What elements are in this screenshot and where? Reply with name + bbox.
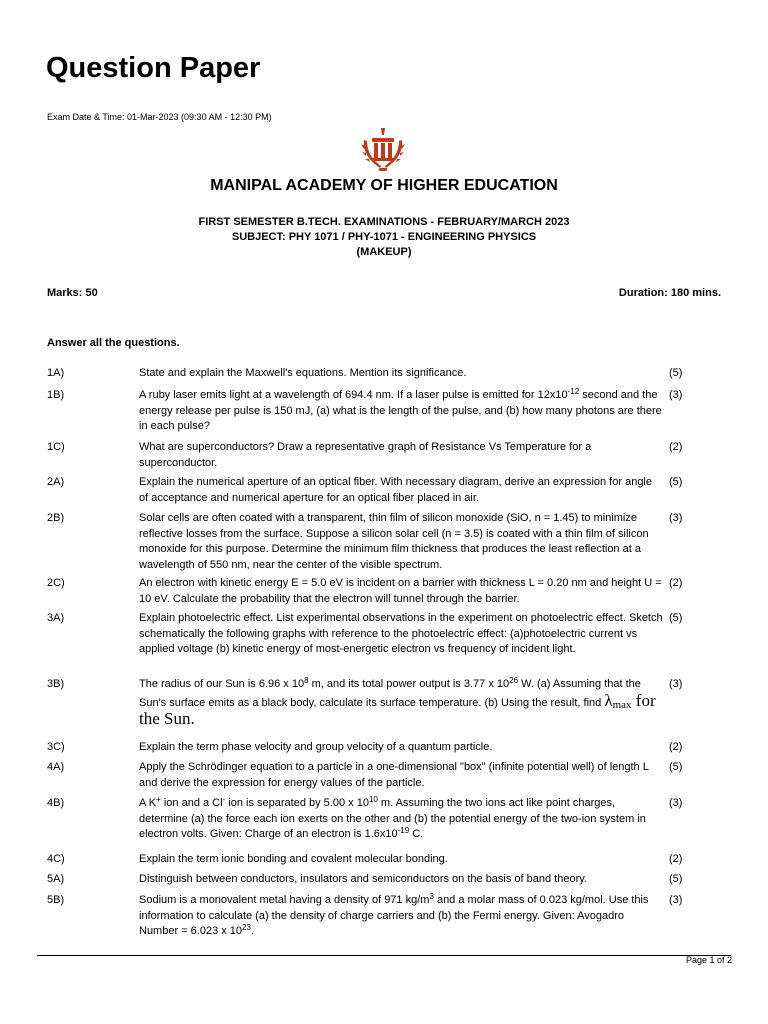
exam-type: (MAKEUP) <box>356 246 412 258</box>
lambda-max-symbol: $\lambda_{max}$ for the Sun. <box>139 690 656 728</box>
exam-title: FIRST SEMESTER B.TECH. EXAMINATIONS - FEBRUARY/MARCH 2023 <box>198 216 570 228</box>
question-marks: (2) <box>669 441 683 453</box>
footer-divider <box>37 955 731 956</box>
question-text: What are superconductors? Draw a representative graph of Resistance Vs Temperature for a superconductor. <box>139 441 592 469</box>
institution-name: MANIPAL ACADEMY OF HIGHER EDUCATION <box>210 177 558 194</box>
total-marks: Marks: 50 <box>47 287 98 299</box>
question-text: Explain photoelectric effect. List experimental observations in the experiment on photoelectric effect. Sketch schematically the following graphs with reference to the photoelectric effect: (a)photoelectric current vs applied voltage (b) kinetic energy of most-energetic electron vs frequency of incident light. <box>139 612 663 655</box>
question-number: 2C) <box>47 577 65 589</box>
question-number: 4B) <box>47 797 65 809</box>
university-crest-icon <box>360 126 406 174</box>
page-title: Question Paper <box>46 52 261 84</box>
question-number: 1B) <box>47 389 65 401</box>
exam-header <box>0 215 768 260</box>
question-number: 5A) <box>47 873 65 885</box>
question-marks: (5) <box>669 761 683 773</box>
question-number: 4A) <box>47 761 65 773</box>
question-number: 3B) <box>47 678 65 690</box>
question-marks: (3) <box>669 894 683 906</box>
question-number: 5B) <box>47 894 65 906</box>
question-text: A K+ ion and a Cl- ion is separated by 5.00 x $10^{10}$ m. Assuming the two ions act like point charges, determine (a) the force each ion exerts on the other and (b) the potential energy of the two-ion system in electron volts. Given: Charge of an electron is $1.6x10^{-19}$ C. <box>139 795 646 840</box>
question-marks: (5) <box>669 873 683 885</box>
question-number: 2A) <box>47 476 65 488</box>
question-text: Explain the term phase velocity and group velocity of a quantum particle. <box>139 741 493 753</box>
question-number: 1C) <box>47 441 65 453</box>
question-marks: (3) <box>669 389 683 401</box>
question-number: 2B) <box>47 512 65 524</box>
question-text: Apply the Schrödinger equation to a particle in a one-dimensional "box" (infinite potential well) of length L and derive the expression for energy values of the particle. <box>139 761 649 789</box>
question-number: 4C) <box>47 853 65 865</box>
question-number: 3A) <box>47 612 65 624</box>
question-text: Distinguish between conductors, insulators and semiconductors on the basis of band theory. <box>139 873 587 885</box>
question-marks: (2) <box>669 853 683 865</box>
question-marks: (2) <box>669 741 683 753</box>
question-text: Explain the term ionic bonding and covalent molecular bonding. <box>139 853 448 865</box>
question-marks: (2) <box>669 577 683 589</box>
question-text: Solar cells are often coated with a transparent, thin film of silicon monoxide (SiO, n = 1.45) to minimize reflective losses from the surface. Suppose a silicon solar cell (n = 3.5) is coated with a thin film of silicon monoxide for this purpose. Determine the minimum film thickness that produces the least reflection at a wavelength of 550 nm, near the center of the visible spectrum. <box>139 512 649 571</box>
subject-line: SUBJECT: PHY 1071 / PHY-1071 - ENGINEERING PHYSICS <box>231 231 537 243</box>
exam-date-time: Exam Date & Time: 01-Mar-2023 (09:30 AM - 12:30 PM) <box>47 112 272 122</box>
instructions: Answer all the questions. <box>47 337 180 349</box>
question-text: Explain the numerical aperture of an optical fiber. With necessary diagram, derive an expression for angle of acceptance and numerical aperture for an optical fiber placed in air. <box>139 476 652 504</box>
question-text: State and explain the Maxwell's equations. Mention its significance. <box>139 367 467 379</box>
question-marks: (3) <box>669 797 683 809</box>
question-text: An electron with kinetic energy E = 5.0 eV is incident on a barrier with thickness L = 0.20 nm and height U = 10 eV. Calculate the probability that the electron will tunnel through the barrier. <box>139 577 662 605</box>
question-text: A ruby laser emits light at a wavelength of 694.4 nm. If a laser pulse is emitted for $12x10^{-12}$ second and the energy release per pulse is 150 mJ, (a) what is the length of the pulse, and (b) how many photons are there in each pulse? <box>139 387 662 432</box>
page-number: Page 1 of 2 <box>685 955 732 965</box>
question-text: The radius of our Sun is 6.96 x $10^8$ m, and its total power output is 3.77 x $10^{26}$ W. (a) Assuming that the Sun's surface emits as a black body, calculate its surface temperature. (b) Using the result, find $\lambda_{max}$ for the Sun. <box>139 676 656 728</box>
question-marks: (5) <box>669 612 683 624</box>
exam-duration: Duration: 180 mins. <box>618 287 721 299</box>
question-number: 3C) <box>47 741 65 753</box>
question-marks: (5) <box>669 476 683 488</box>
question-marks: (5) <box>669 367 683 379</box>
question-number: 1A) <box>47 367 65 379</box>
question-marks: (3) <box>669 512 683 524</box>
question-text: Sodium is a monovalent metal having a density of 971 $kg/m^3$ and a molar mass of 0.023 kg/mol. Use this information to calculate (a) the density of charge carriers and (b) the Fermi energy. Given: Avogadro Number = 6.023 x $10^{23}$. <box>139 892 649 937</box>
question-marks: (3) <box>669 678 683 690</box>
